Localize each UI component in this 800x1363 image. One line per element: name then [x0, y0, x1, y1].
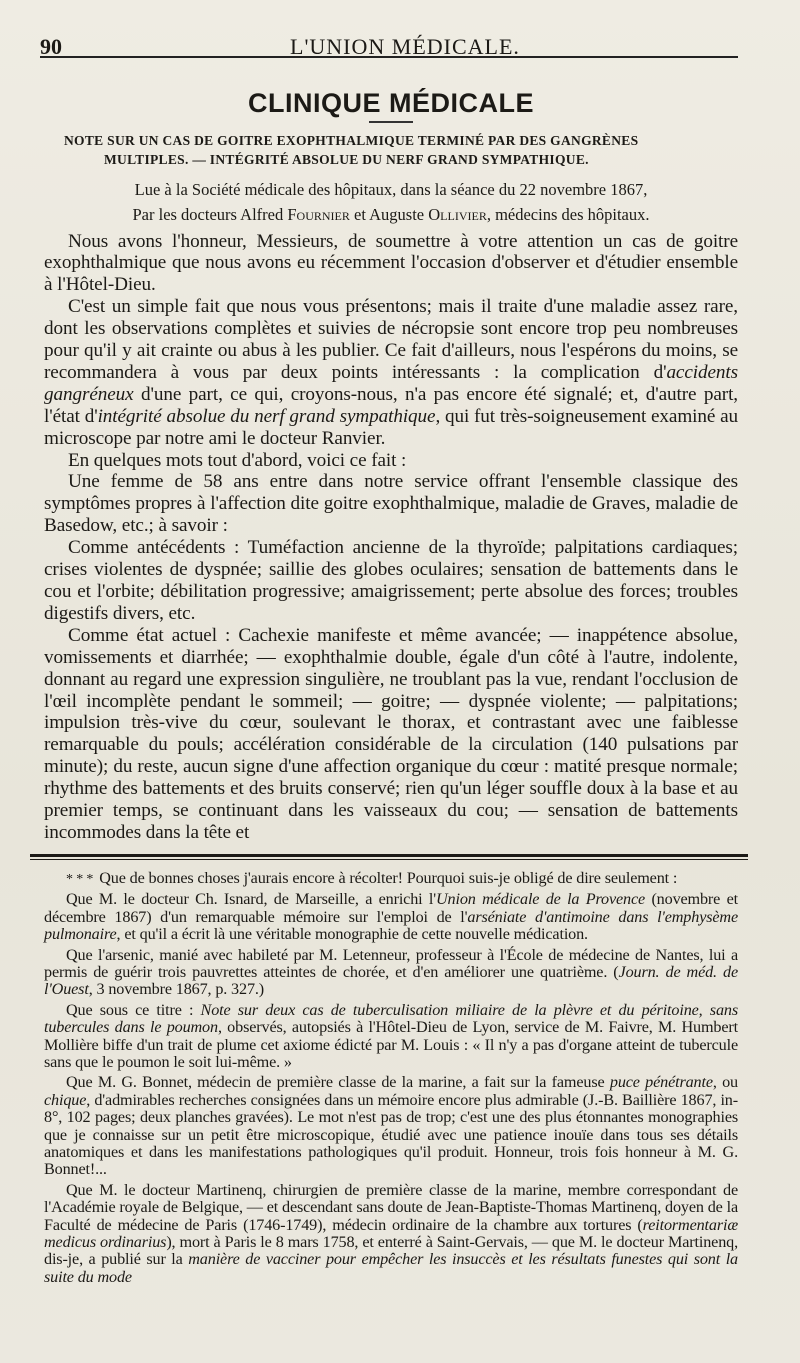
asterism: * * *	[66, 871, 94, 887]
section-title: CLINIQUE MÉDICALE	[247, 88, 534, 118]
reading-note: Lue à la Société médicale des hôpitaux, dans la séance du 22 novembre 1867,	[134, 179, 648, 199]
article-body	[44, 231, 738, 844]
feuilleton-paragraph: Que M. G. Bonnet, médecin de première classe de la marine, a fait sur la fameuse puce pénétrante, ou chique, d'admirables recherches consignées dans un mémoire encore plus admirable (J.-B. Baillière 1867, in-8°, 102 pages; deux planches gravées). Le mot n'est pas de trop; c'est une des plus étonnantes monographies que je connaisse sur un petit être microscopique, étudié avec une patience inouïe dans tous ses détails anatomiques et dans les manifestations pathologiques qu'il produit. Honneur, trois fois honneur à M. G. Bonnet!...	[44, 1073, 739, 1179]
paragraph: C'est un simple fait que nous vous présentons; mais il traite d'une maladie assez rare, dont les observations complètes et suivies de nécropsie sont encore trop peu nombreuses pour qu'il y ait crainte ou abus à les publier. Ce fait d'ailleurs, nous l'espérons du moins, se recommandera à vous par deux points intéressants : la complication d'accidents gangréneux d'une part, ce qui, croyons-nous, n'a pas encore été signalé; et, d'autre part, l'état d'intégrité absolue du nerf grand sympathique, qui fut très-soigneusement examiné au microscope par notre ami le docteur Ranvier.	[44, 296, 739, 449]
paragraph: Une femme de 58 ans entre dans notre service offrant l'ensemble classique des symptômes propres à l'affection dite goitre exophthalmique, maladie de Graves, maladie de Basedow, etc.; à savoir :	[44, 471, 738, 537]
feuilleton-paragraph: Que M. le docteur Ch. Isnard, de Marseille, a enrichi l'Union médicale de la Provence (novembre et décembre 1867) d'un remarquable mémoire sur l'emploi de l'arséniate d'antimoine dans l'emphysème pulmonaire, et qu'il a écrit là une véritable monographie de cette nouvelle médication.	[44, 890, 738, 944]
running-head: L'UNION MÉDICALE.	[290, 34, 520, 59]
paragraph: Comme état actuel : Cachexie manifeste et même avancée; — inappétence absolue, vomissements et diarrhée; — exophthalmie double, égale d'un côté à l'autre, indolente, donnant au regard une expression singulière, ne troublant pas la vue, rendant l'occlusion de l'œil incomplète pendant le sommeil; — goitre; — dyspnée violente; — palpitations; impulsion très-vive du cœur, soulevant le thorax, et contrastant avec une faiblesse remarquable du pouls; accélération considérable de la circulation (140 pulsations par minute); du reste, aucun signe d'une affection organique du cœur : matité presque normale; rhythme des battements et des bruits conservé; rien qu'un léger souffle doux à la base et au premier temps, se continuant dans les vaisseaux du cou; — sensation de battements incommodes dans la tête et	[44, 624, 738, 843]
author-ollivier: Ollivier	[428, 204, 487, 224]
title-rule	[369, 121, 413, 123]
feuilleton-paragraph: * * * Que de bonnes choses j'aurais encore à récolter! Pourquoi suis-je obligé de dire seulement :	[66, 868, 678, 887]
feuilleton-paragraph: Que sous ce titre : Note sur deux cas de tuberculisation miliaire de la plèvre et du péritoine, sans tubercules dans le poumon, observés, autopsiés à l'Hôtel-Dieu de Lyon, service de M. Faivre, M. Humbert Mollière biffe d'un trait de plume cet axiome édicté par M. Louis : « Il n'y a pas d'organe atteint de tubercule sans que le poumon le soit lui-même. »	[44, 1000, 738, 1071]
feuilleton-paragraph: Que M. le docteur Martinenq, chirurgien de première classe de la marine, membre correspondant de l'Académie royale de Belgique, — et descendant sans doute de Jean-Baptiste-Thomas Martinenq, doyen de la Faculté de médecine de Paris (1746-1749), médecin ordinaire de la chambre aux tortures (reitormentariæ medicus ordinarius), mort à Paris le 8 mars 1758, et enterré à Saint-Gervais, — que M. le docteur Martinenq, dis-je, a publié sur la manière de vacciner pour empêcher les insuccès et les résultats funestes qui sont la suite du mode	[44, 1180, 739, 1286]
paragraph: Nous avons l'honneur, Messieurs, de soumettre à votre attention un cas de goitre exophthalmique que nous avons eu récemment l'occasion d'observer et d'étudier ensemble à l'Hôtel-Dieu.	[44, 230, 738, 296]
page-header	[40, 0, 738, 58]
page-number: 90	[40, 34, 62, 59]
feuilleton-separator	[30, 854, 748, 860]
paragraph: En quelques mots tout d'abord, voici ce fait :	[68, 449, 407, 471]
feuilleton	[44, 870, 738, 1286]
paragraph: Comme antécédents : Tuméfaction ancienne de la thyroïde; palpitations cardiaques; crises violentes de dyspnée; saillie des globes oculaires; sensation de battements dans le cou et l'orbite; débilitation progressive; amaigrissement; perte absolue des forces; troubles digestifs divers, etc.	[44, 537, 738, 624]
article-title-line1: NOTE SUR UN CAS DE GOITRE EXOPHTHALMIQUE TERMINÉ PAR DES GANGRÈNES	[64, 132, 639, 148]
article-title	[64, 131, 738, 169]
author-fournier: Fournier	[287, 204, 350, 224]
feuilleton-paragraph: Que l'arsenic, manié avec habileté par M. Letenneur, professeur à l'École de médecine de Nantes, lui a permis de guérir trois pauvrettes atteintes de chorée, et d'en améliorer une quatrième. (Journ. de méd. de l'Ouest, 3 novembre 1867, p. 327.)	[44, 945, 738, 999]
article-title-line2: MULTIPLES. — INTÉGRITÉ ABSOLUE DU NERF GRAND SYMPATHIQUE.	[104, 151, 589, 167]
authors-line: Par les docteurs Alfred Fournier et Auguste Ollivier, médecins des hôpitaux.	[132, 204, 650, 224]
